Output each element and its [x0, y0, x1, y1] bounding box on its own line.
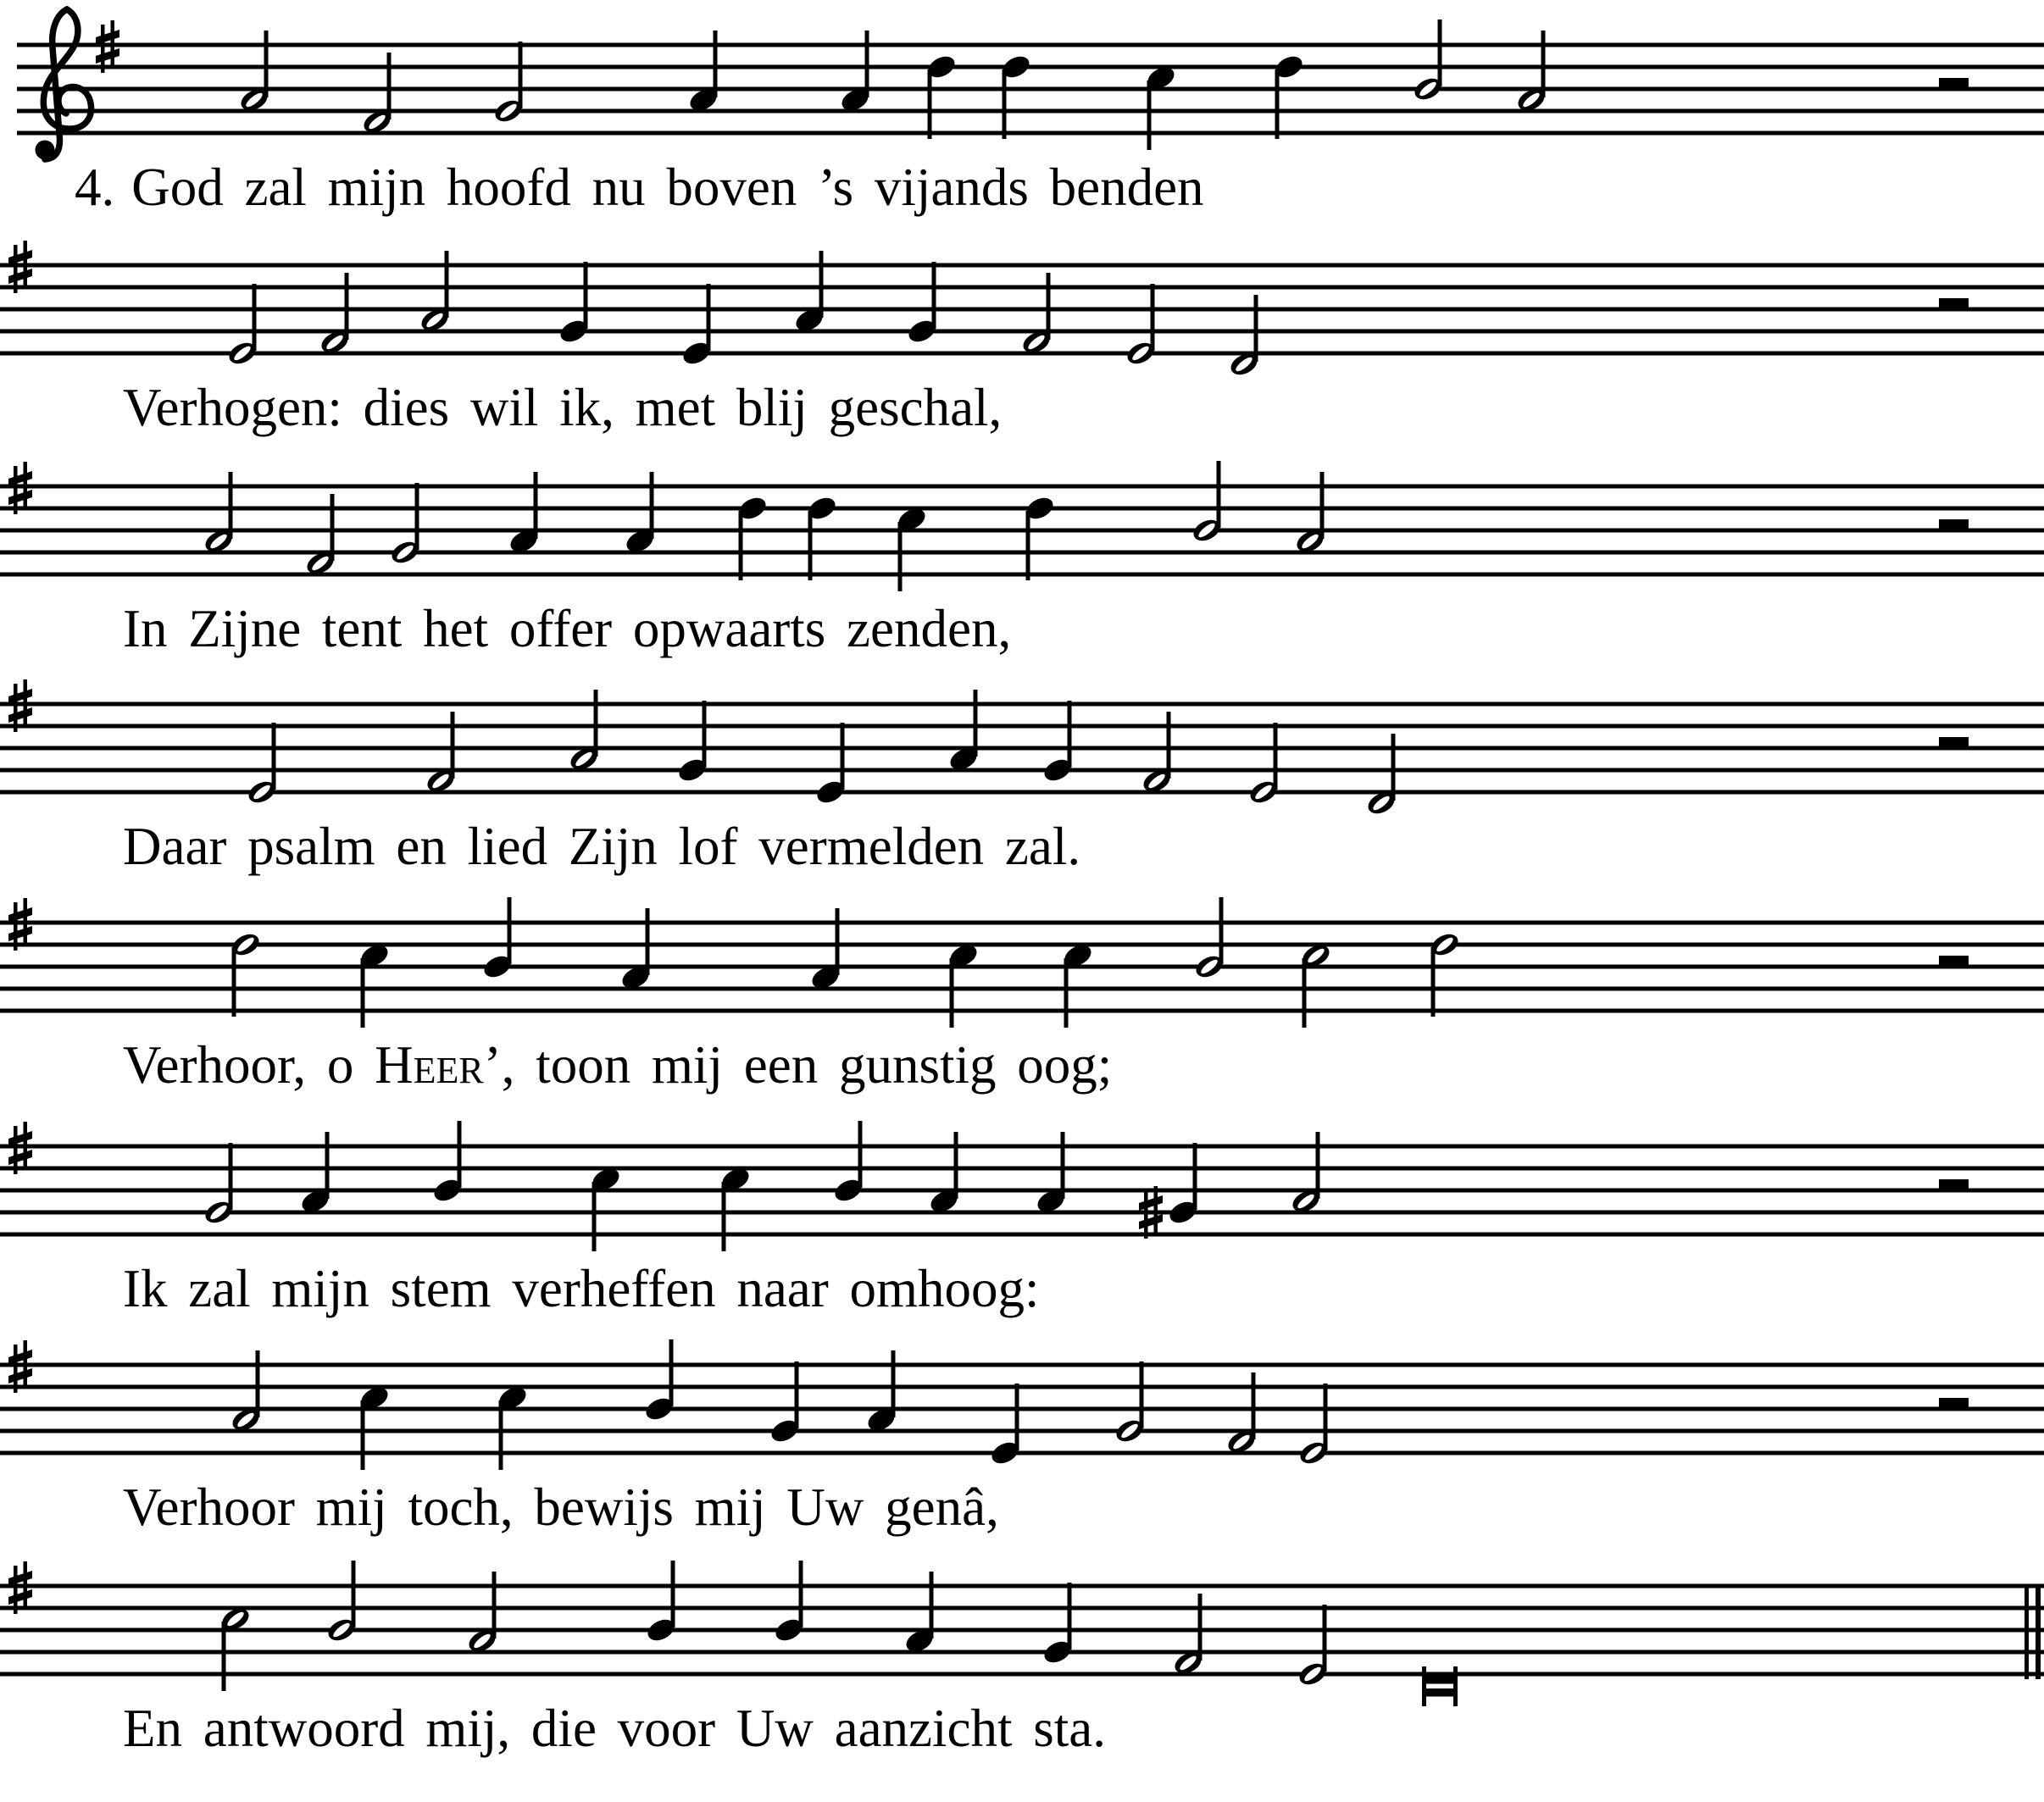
note-stem [836, 908, 840, 975]
note-stem [891, 1350, 896, 1417]
note-stem [1151, 284, 1155, 351]
note-stem [1254, 295, 1258, 362]
staff-line [0, 551, 2044, 555]
note-stem [584, 262, 588, 329]
note-half-C5 [219, 1605, 252, 1691]
lyric-text: In Zijne tent het offer opwaarts zenden, [123, 599, 1012, 658]
staff-line [0, 263, 2044, 268]
note-stem [508, 897, 512, 964]
note-stem [671, 1561, 675, 1627]
note-quarter-C5 [496, 1383, 529, 1470]
lyric-line-2 [123, 378, 1003, 437]
note-stem [519, 42, 523, 108]
lyric-line-5 [123, 1035, 1113, 1095]
note-stem [352, 1561, 356, 1627]
note-stem [1068, 701, 1072, 768]
note-stem [330, 494, 335, 561]
staff-line [0, 702, 2044, 707]
half-rest-icon [1939, 519, 1969, 530]
staff-line [0, 286, 2044, 290]
note-stem [1061, 1132, 1065, 1199]
staff-line [0, 1233, 2044, 1237]
half-rest-icon [1939, 298, 1969, 309]
staff-line [0, 943, 2044, 947]
note-stem [256, 1350, 260, 1417]
note-stem [594, 690, 598, 757]
staff-line [0, 330, 2044, 334]
note-stem [1064, 958, 1069, 1028]
note-stem [458, 1121, 462, 1188]
staff-line [0, 573, 2044, 577]
half-rest-icon [1939, 78, 1969, 89]
note-stem [808, 511, 813, 580]
note-stem [387, 53, 392, 119]
note-stem [1324, 1383, 1328, 1450]
note-stem [345, 273, 349, 340]
note-stem [451, 712, 455, 779]
lyric-line-7 [123, 1478, 999, 1537]
staff-line [0, 1584, 2044, 1589]
treble-clef-icon [36, 9, 92, 160]
lyric-text: Ik zal mijn stem verheffen naar omhoog: [123, 1259, 1040, 1318]
note-stem [1252, 1372, 1256, 1439]
note-stem [1167, 712, 1171, 779]
note-stem [361, 958, 365, 1028]
staff-line [0, 790, 2044, 795]
staff-line [0, 768, 2044, 773]
note-stem [361, 1400, 365, 1470]
note-stem [1316, 1132, 1320, 1199]
verse-number: 4. [75, 158, 115, 217]
staff-line [0, 1628, 2044, 1633]
note-stem [264, 30, 269, 97]
note-stem [499, 1400, 503, 1470]
note-stem [1320, 472, 1325, 539]
note-stem [222, 1622, 226, 1691]
final-barline [2036, 1584, 2041, 1679]
lyric-text: Daar psalm en lied Zijn lof vermelden zal. [123, 817, 1081, 876]
note-stem [974, 690, 978, 757]
note-stem [1047, 273, 1051, 340]
note-stem [707, 284, 711, 351]
staff-line [0, 1650, 2044, 1655]
note-stem [646, 908, 650, 975]
note-stem [930, 1572, 934, 1638]
note-stem [703, 701, 707, 768]
staff-system-6 [0, 1121, 2044, 1251]
staff-line [0, 1167, 2044, 1171]
note-stem [865, 30, 869, 97]
note-stem [950, 958, 954, 1028]
staff-system-8 [0, 1561, 2044, 1706]
note-stem [1274, 723, 1278, 790]
note-stem [232, 947, 236, 1017]
note-stem [928, 69, 932, 139]
note-stem [1431, 947, 1436, 1017]
staff-line [0, 485, 2044, 489]
lyric-line-4 [123, 817, 1081, 876]
staff-line [0, 1385, 2044, 1389]
note-stem [253, 284, 257, 351]
note-stem [592, 1182, 597, 1251]
staff-line [0, 308, 2044, 312]
note-quarter-C5 [358, 941, 391, 1028]
staff-line [0, 529, 2044, 533]
note-stem [932, 262, 936, 329]
lyric-text: Verhogen: dies wil ik, met blij geschal, [123, 378, 1003, 437]
note-stem [415, 483, 419, 550]
staff-line [0, 507, 2044, 511]
note-stem [1302, 958, 1307, 1028]
lyric-line-6 [123, 1259, 1040, 1318]
staff-line [17, 43, 2044, 47]
note-stem [325, 1132, 330, 1199]
staff-line [0, 1429, 2044, 1433]
note-quarter-C5 [358, 1383, 391, 1470]
note-stem [714, 30, 718, 97]
lyric-line-8 [123, 1699, 1106, 1758]
lyric-line-3 [123, 599, 1012, 658]
staff-system-7 [0, 1339, 2044, 1470]
note-stem [445, 251, 449, 318]
staff-line [0, 1451, 2044, 1455]
staff-line [0, 921, 2044, 925]
staff-line [0, 1145, 2044, 1149]
note-stem [1015, 1383, 1019, 1450]
note-stem [1438, 19, 1442, 86]
note-stem [819, 251, 824, 318]
note-quarter-C5 [947, 941, 980, 1028]
note-stem [1003, 69, 1007, 139]
note-stem [795, 1361, 799, 1428]
final-barline [2025, 1584, 2029, 1679]
lyric-text: Heer’ [375, 1035, 502, 1095]
staff-line [17, 131, 2044, 136]
note-stem [1193, 1143, 1197, 1210]
staff-line [17, 65, 2044, 69]
note-quarter-C5 [1144, 64, 1177, 150]
note-stem [534, 472, 538, 539]
lyric-text: , toon mij een gunstig oog; [501, 1035, 1113, 1095]
staff-line [0, 1672, 2044, 1677]
note-quarter-C5 [589, 1165, 622, 1251]
note-stem [1026, 511, 1030, 580]
note-stem [858, 1121, 863, 1188]
staff-line [0, 746, 2044, 751]
lyric-text: Verhoor mij toch, bewijs mij Uw genâ, [123, 1478, 999, 1537]
staff-line [17, 87, 2044, 91]
note-stem [492, 1572, 497, 1638]
staff-line [0, 1606, 2044, 1611]
note-stem [1219, 897, 1224, 964]
note-quarter-C5 [895, 505, 928, 591]
half-rest-icon [1939, 956, 1969, 967]
note-quarter-C5 [1061, 941, 1094, 1028]
note-stem [1541, 30, 1546, 97]
lyric-line-1 [75, 158, 1204, 217]
staff-system-4 [0, 679, 2044, 818]
note-stem [1198, 1594, 1203, 1661]
note-stem [1147, 80, 1152, 150]
note-stem [1068, 1583, 1072, 1650]
note-stem [1275, 69, 1280, 139]
note-stem [841, 723, 845, 790]
staff-line [0, 965, 2044, 969]
staff-system-3 [0, 461, 2044, 591]
staff-line [0, 1009, 2044, 1013]
note-stem [739, 511, 743, 580]
note-stem [1391, 734, 1396, 801]
note-stem [1323, 1605, 1327, 1672]
note-stem [799, 1561, 803, 1627]
staff-line [0, 1407, 2044, 1411]
note-stem [650, 472, 654, 539]
note-quarter-C5 [719, 1165, 752, 1251]
note-stem [1217, 461, 1221, 528]
note-stem [669, 1339, 674, 1406]
staff-line [0, 1363, 2044, 1367]
note-stem [272, 723, 276, 790]
staff-system-1 [17, 9, 2044, 160]
note-stem [229, 472, 233, 539]
staff-line [17, 109, 2044, 114]
note-stem [1140, 1361, 1144, 1428]
note-stem [229, 1143, 233, 1210]
half-rest-icon [1939, 737, 1969, 748]
staff-line [0, 1189, 2044, 1193]
staff-line [0, 987, 2044, 991]
staff-system-2 [0, 241, 2044, 379]
staff-line [0, 352, 2044, 356]
note-stem [722, 1182, 726, 1251]
staff-system-5 [0, 897, 2044, 1028]
note-stem [898, 522, 903, 591]
lyric-text: Verhoor, o [123, 1035, 375, 1095]
note-half-C5 [1299, 941, 1332, 1028]
half-rest-icon [1939, 1398, 1969, 1409]
lyric-text: God zal mijn hoofd nu boven ’s vijands benden [131, 158, 1204, 217]
lyric-text: En antwoord mij, die voor Uw aanzicht sta. [123, 1699, 1106, 1758]
half-rest-icon [1939, 1179, 1969, 1190]
staff-line [0, 724, 2044, 729]
note-stem [954, 1132, 958, 1199]
